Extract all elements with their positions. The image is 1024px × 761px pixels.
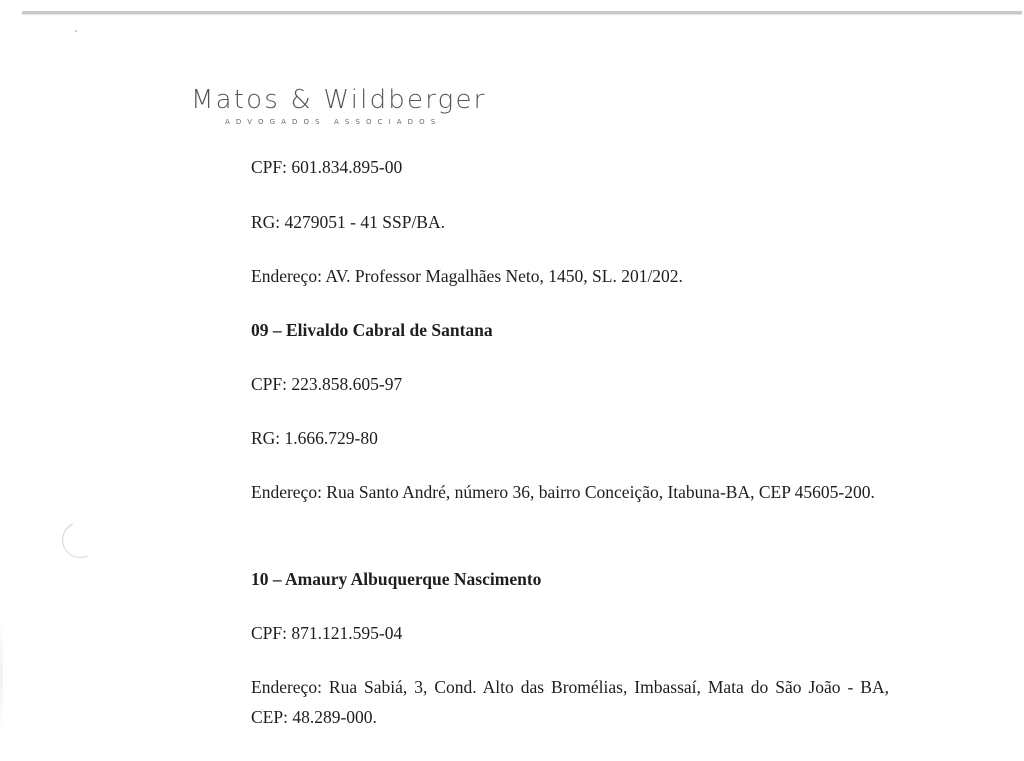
cpf-line: CPF: 223.858.605-97 xyxy=(251,374,403,394)
scan-edge-shadow xyxy=(0,620,3,730)
scan-speck xyxy=(75,30,77,32)
address-line: Endereço: AV. Professor Magalhães Neto, 1450, SL. 201/202. xyxy=(251,266,683,286)
address-line: Endereço: Rua Sabiá, 3, Cond. Alto das Bromélias, Imbassaí, Mata do São João - BA, CEP: 48.289-000. xyxy=(251,677,889,727)
page-top-edge xyxy=(22,11,1022,14)
firm-name: Matos & Wildberger xyxy=(191,85,487,115)
letterhead xyxy=(191,84,487,126)
person-09-heading: 09 – Elivaldo Cabral de Santana xyxy=(251,320,493,340)
address-line: Endereço: Rua Santo André, número 36, bairro Conceição, Itabuna-BA, CEP 45605-200. xyxy=(251,482,875,502)
cpf-line: CPF: 601.834.895-00 xyxy=(251,157,403,177)
person-10-heading: 10 – Amaury Albuquerque Nascimento xyxy=(251,569,542,589)
rg-line: RG: 4279051 - 41 SSP/BA. xyxy=(251,212,445,232)
punch-hole-mark xyxy=(57,517,103,563)
cpf-line: CPF: 871.121.595-04 xyxy=(251,623,403,643)
firm-tagline: ADVOGADOS ASSOCIADOS xyxy=(225,118,442,126)
rg-line: RG: 1.666.729-80 xyxy=(251,428,378,448)
